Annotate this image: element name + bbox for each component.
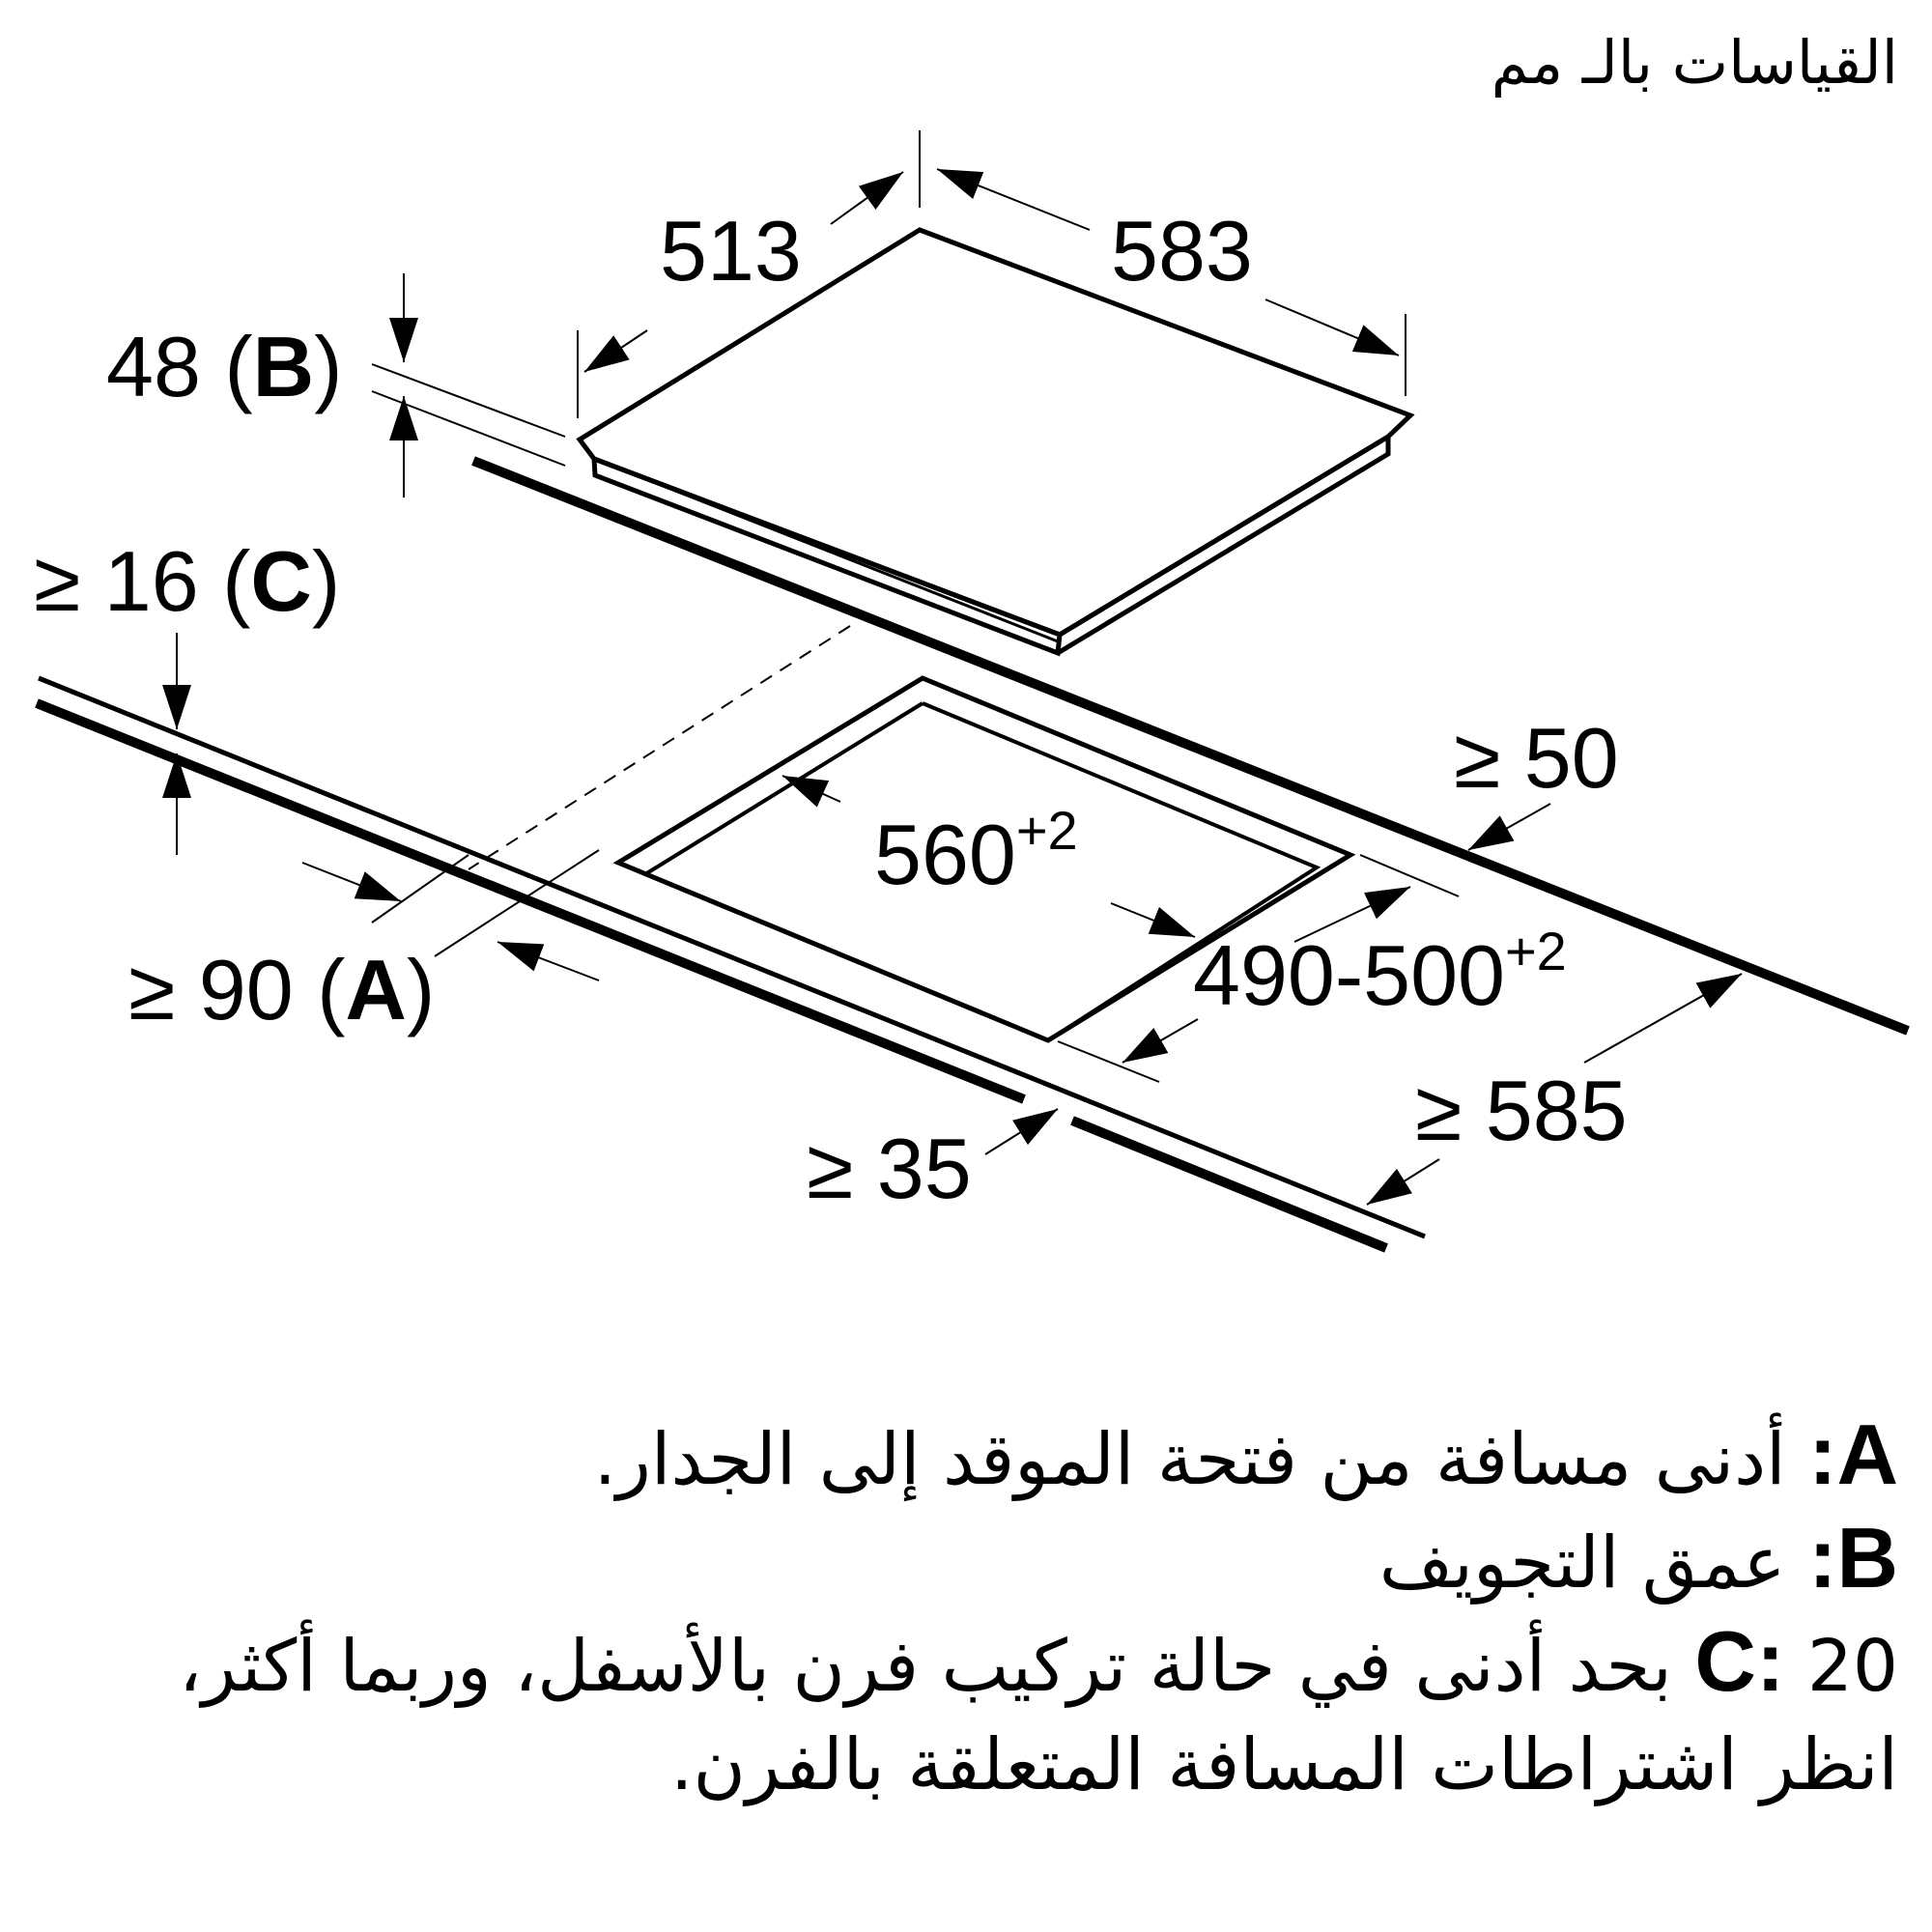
- label-560: [874, 800, 1078, 902]
- label-16-value: ≥ 16: [34, 533, 199, 629]
- label-48-value: 48: [106, 319, 201, 414]
- legend: [63, 1406, 1898, 1814]
- legend-key-b: B: [1836, 1510, 1898, 1605]
- label-48-b: 48 (B): [106, 319, 343, 414]
- label-513: 513: [660, 203, 802, 298]
- label-583: 583: [1111, 203, 1253, 298]
- label-490-500: [1193, 921, 1567, 1023]
- units-heading: القياسات بالـ مم: [1491, 27, 1898, 98]
- label-560-value: 560: [874, 807, 1016, 902]
- legend-text-c-1: 20 بحد أدنى في حالة تركيب فرن بالأسفل، وربما أكثر،: [179, 1625, 1898, 1708]
- legend-key-a: A: [1836, 1406, 1898, 1502]
- label-90-value: ≥ 90: [128, 942, 294, 1037]
- label-48-key: B: [252, 319, 315, 414]
- label-16-c: ≥ 16 (C): [34, 533, 341, 629]
- legend-text-c-2: انظر اشتراطات المسافة المتعلقة بالفرن.: [669, 1723, 1898, 1806]
- label-585: ≥ 585: [1415, 1063, 1628, 1158]
- dim-48-b: [372, 273, 565, 497]
- label-90-key: A: [345, 942, 407, 1037]
- label-560-tol: +2: [1015, 800, 1078, 861]
- label-90-a: ≥ 90 (A): [128, 942, 436, 1037]
- dim-50: [1468, 804, 1550, 850]
- label-16-key: C: [250, 533, 312, 629]
- dashed-guide: [469, 626, 850, 869]
- legend-row-a: A: أدنى مسافة من فتحة الموقد إلى الجدار.: [593, 1406, 1898, 1502]
- legend-text-b: عمق التجويف: [1378, 1521, 1786, 1605]
- legend-text-a: أدنى مسافة من فتحة الموقد إلى الجدار.: [593, 1418, 1786, 1501]
- legend-key-c: C: [1694, 1613, 1756, 1709]
- countertop-front-edge-bottom-2: [1072, 1121, 1386, 1248]
- label-490-500-value: 490-500: [1193, 927, 1505, 1023]
- label-490-500-tol: +2: [1504, 921, 1567, 981]
- legend-row-b: B: عمق التجويف: [1378, 1510, 1898, 1605]
- legend-row-c-cont: [63, 1716, 1898, 1814]
- label-35: ≥ 35: [807, 1121, 972, 1216]
- dim-35: [985, 1109, 1058, 1154]
- legend-row-c: C: 20 بحد أدنى في حالة تركيب فرن بالأسفل، وربما أكثر،: [179, 1613, 1898, 1709]
- label-50: ≥ 50: [1454, 710, 1619, 806]
